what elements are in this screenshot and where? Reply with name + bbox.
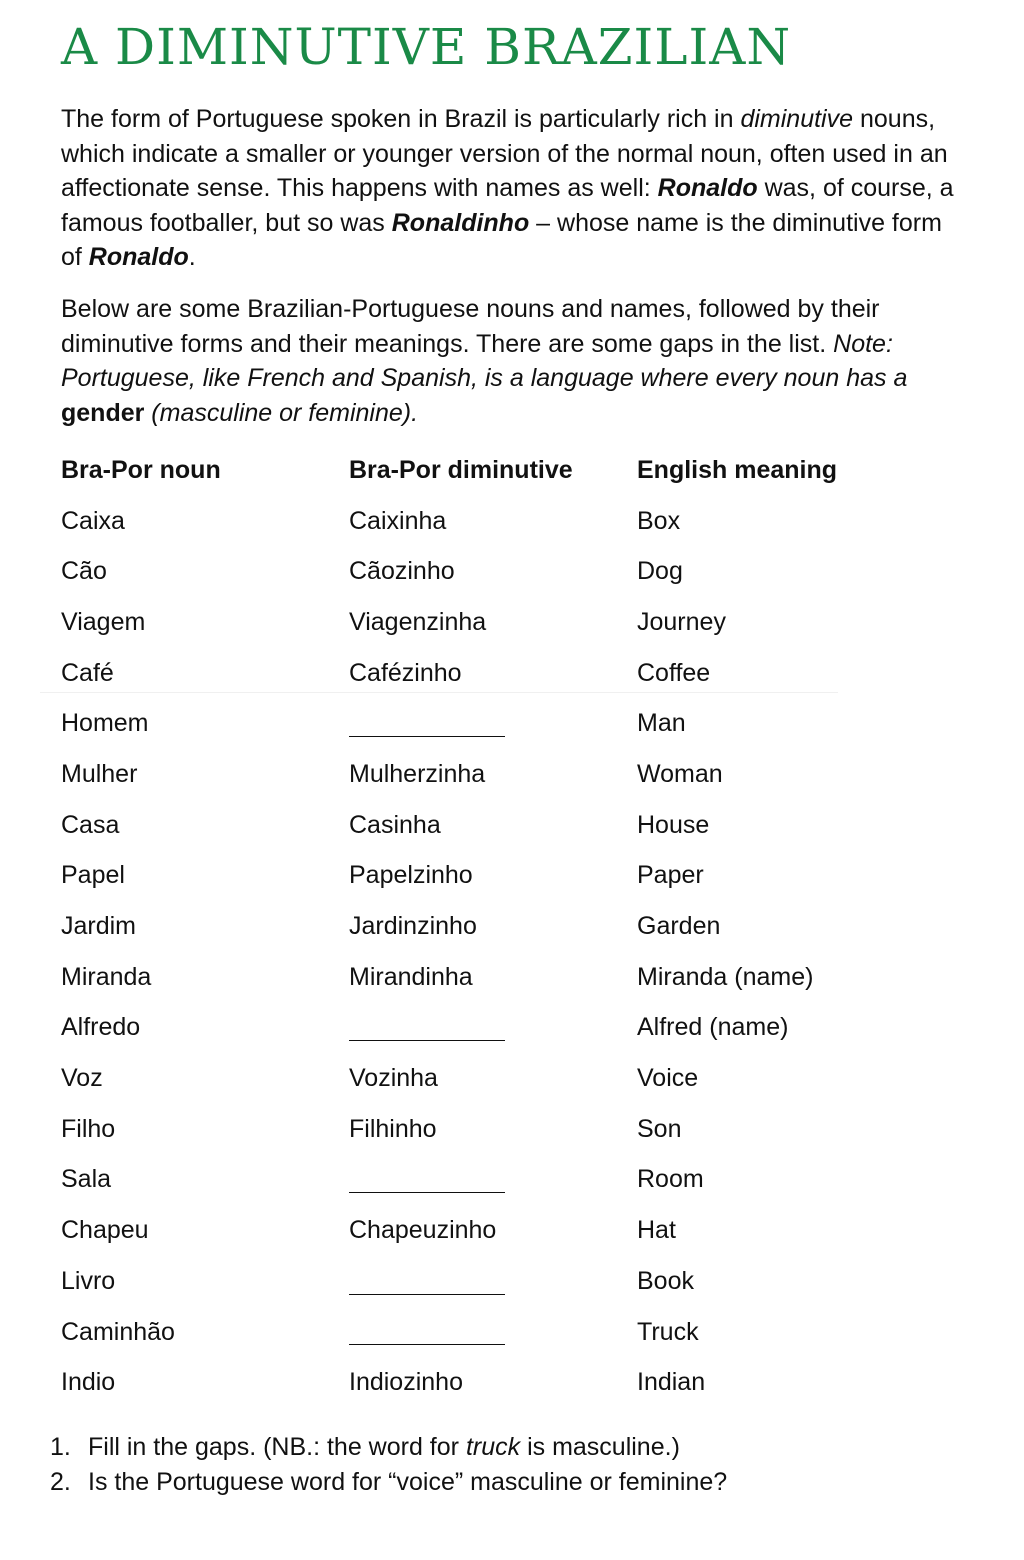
- diminutive-cell: Filhinho: [349, 1114, 437, 1143]
- table-body: [61, 496, 897, 1408]
- fill-in-blank[interactable]: [349, 1016, 505, 1041]
- meaning-cell: Coffee: [637, 658, 711, 687]
- table-row: [61, 851, 897, 902]
- question-text: is masculine.): [520, 1433, 680, 1461]
- diminutive-cell: Indiozinho: [349, 1368, 463, 1397]
- noun-cell: Caixa: [61, 506, 125, 535]
- table-row: [61, 1307, 897, 1358]
- intro-paragraph: [61, 102, 961, 275]
- diminutive-cell: Cãozinho: [349, 557, 455, 586]
- table-row: [61, 749, 897, 800]
- diminutive-cell: Caixinha: [349, 506, 447, 535]
- meaning-cell: Alfred (name): [637, 1013, 789, 1042]
- question-text: Fill in the gaps. (NB.: the word for: [88, 1433, 466, 1461]
- meaning-cell: Son: [637, 1114, 682, 1143]
- noun-cell: Sala: [61, 1165, 112, 1194]
- meaning-cell: Woman: [637, 759, 723, 788]
- table-row: [61, 800, 897, 851]
- fill-in-blank[interactable]: [349, 1168, 505, 1193]
- table-header-row: [61, 445, 897, 496]
- meaning-cell: Hat: [637, 1216, 676, 1245]
- instructions-note-text: Note: Portuguese, like French and Spanish, is a language where every noun has a: [61, 329, 908, 393]
- table-row: [61, 1205, 897, 1256]
- table-row: [61, 1256, 897, 1307]
- fill-in-blank[interactable]: [349, 1320, 505, 1345]
- faint-divider: [40, 692, 838, 693]
- intro-text: nouns, which indicate a smaller or younger version of the normal noun, often used in an affectionate sense. This happens with names as well:: [61, 105, 948, 203]
- intro-name-ronaldo: Ronaldo: [657, 174, 758, 203]
- meaning-cell: Paper: [637, 861, 704, 890]
- question-text: Is the Portuguese word for “voice” masculine or feminine?: [88, 1467, 728, 1496]
- meaning-cell: Room: [637, 1165, 704, 1194]
- diminutive-cell: Mirandinha: [349, 962, 473, 991]
- question-number: 2.: [50, 1467, 71, 1496]
- noun-cell: Homem: [61, 709, 149, 738]
- instructions-text: Below are some Brazilian-Portuguese nouns and names, followed by their diminutive forms and their meanings. There are some gaps in the list.: [61, 295, 880, 358]
- column-header-diminutive: Bra-Por diminutive: [349, 455, 573, 484]
- noun-cell: Filho: [61, 1114, 116, 1143]
- intro-italic-term: diminutive: [740, 105, 854, 133]
- question-item: [50, 1430, 727, 1465]
- noun-cell: Papel: [61, 861, 125, 890]
- table-row: [61, 1053, 897, 1104]
- table-row: [61, 1104, 897, 1155]
- instructions-paragraph: [61, 292, 961, 430]
- intro-text: The form of Portuguese spoken in Brazil is particularly rich in: [61, 105, 741, 133]
- column-header-noun: Bra-Por noun: [61, 455, 221, 484]
- diminutive-cell: Jardinzinho: [349, 912, 477, 941]
- meaning-cell: Book: [637, 1266, 694, 1295]
- column-header-meaning: English meaning: [637, 455, 838, 484]
- diminutive-gap-cell: [349, 1003, 637, 1054]
- noun-cell: Indio: [61, 1368, 116, 1397]
- meaning-cell: Box: [637, 506, 681, 535]
- noun-cell: Casa: [61, 810, 120, 839]
- table-row: [61, 546, 897, 597]
- meaning-cell: House: [637, 810, 710, 839]
- diminutive-cell: Vozinha: [349, 1064, 438, 1093]
- diminutive-cell: Cafézinho: [349, 658, 462, 687]
- fill-in-blank[interactable]: [349, 1270, 505, 1295]
- instructions-note-bold: gender: [61, 398, 145, 427]
- noun-cell: Jardim: [61, 912, 137, 941]
- question-number: 1.: [50, 1433, 71, 1461]
- table-row: [61, 952, 897, 1003]
- noun-cell: Mulher: [61, 759, 138, 788]
- diminutive-cell: Chapeuzinho: [349, 1216, 497, 1245]
- meaning-cell: Truck: [637, 1317, 699, 1346]
- question-item: [50, 1465, 727, 1500]
- intro-name-ronaldo-2: Ronaldo: [88, 243, 189, 272]
- noun-cell: Miranda: [61, 962, 152, 991]
- noun-cell: Cão: [61, 557, 107, 586]
- noun-cell: Café: [61, 658, 114, 687]
- page-title: A DIMINUTIVE BRAZILIAN: [61, 18, 792, 76]
- word-table: [61, 445, 897, 1408]
- diminutive-gap-cell: [349, 1256, 637, 1307]
- intro-name-ronaldinho: Ronaldinho: [391, 208, 530, 237]
- intro-text: .: [188, 243, 196, 272]
- table-row: [61, 648, 897, 699]
- table-row: [61, 1357, 897, 1408]
- diminutive-cell: Papelzinho: [349, 861, 473, 890]
- instructions-note-text: (masculine or feminine).: [144, 398, 419, 427]
- table-row: [61, 1155, 897, 1206]
- question-italic-term: truck: [465, 1433, 521, 1461]
- fill-in-blank[interactable]: [349, 712, 505, 737]
- meaning-cell: Indian: [637, 1368, 706, 1397]
- diminutive-cell: Viagenzinha: [349, 607, 487, 636]
- meaning-cell: Garden: [637, 912, 721, 941]
- noun-cell: Alfredo: [61, 1013, 141, 1042]
- meaning-cell: Voice: [637, 1064, 699, 1093]
- question-list: [50, 1430, 727, 1499]
- noun-cell: Voz: [61, 1064, 103, 1093]
- intro-text: was, of course, a famous footballer, but so was: [61, 174, 954, 237]
- noun-cell: Caminhão: [61, 1317, 175, 1346]
- noun-cell: Chapeu: [61, 1216, 149, 1245]
- noun-cell: Viagem: [61, 607, 146, 636]
- diminutive-cell: Casinha: [349, 810, 441, 839]
- diminutive-gap-cell: [349, 1155, 637, 1206]
- diminutive-gap-cell: [349, 698, 637, 749]
- table-row: [61, 597, 897, 648]
- table-row: [61, 901, 897, 952]
- meaning-cell: Dog: [637, 557, 683, 586]
- table-row: [61, 1003, 897, 1054]
- diminutive-gap-cell: [349, 1307, 637, 1358]
- meaning-cell: Man: [637, 709, 686, 738]
- meaning-cell: Miranda (name): [637, 962, 814, 991]
- meaning-cell: Journey: [637, 607, 726, 636]
- noun-cell: Livro: [61, 1266, 116, 1295]
- diminutive-cell: Mulherzinha: [349, 759, 486, 788]
- intro-text: – whose name is the diminutive form of: [61, 208, 942, 272]
- table-row: [61, 698, 897, 749]
- table-row: [61, 496, 897, 547]
